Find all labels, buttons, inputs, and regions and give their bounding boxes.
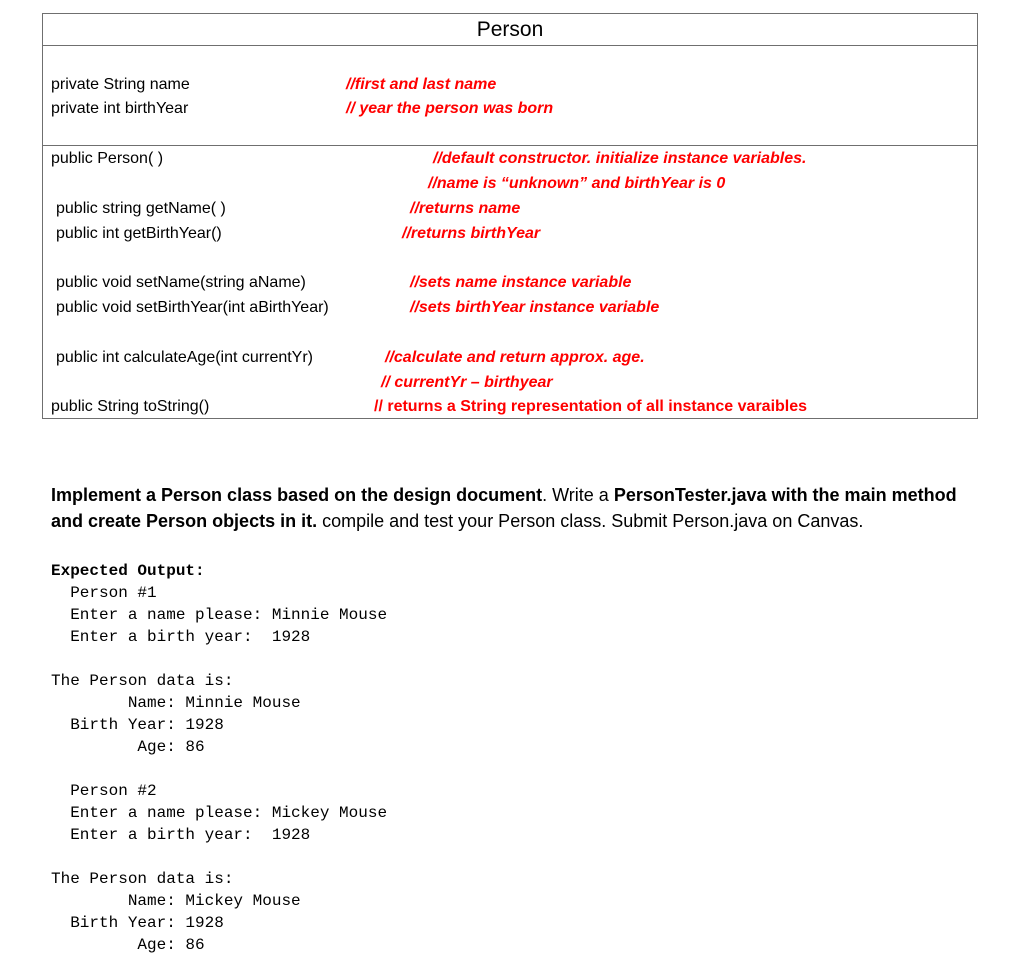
method-setname-signature: public void setName(string aName) [56,274,306,291]
class-name: Person [43,14,977,46]
field-birthyear-comment: // year the person was born [346,100,554,117]
method-constructor-comment-2: //name is “unknown” and birthYear is 0 [428,175,726,192]
output-line: The Person data is: [51,870,234,888]
output-line: Birth Year: 1928 [51,914,224,932]
field-name-comment: //first and last name [346,76,497,93]
instructions-bold-2: PersonTester.java with the main method and create Person objects in it. [51,485,957,531]
output-line: Birth Year: 1928 [51,716,224,734]
method-getbirthyear-comment: //returns birthYear [402,225,541,242]
output-line: Age: 86 [51,738,205,756]
output-line: Name: Minnie Mouse [51,694,301,712]
assignment-instructions [51,482,961,534]
method-calculateage-signature: public int calculateAge(int currentYr) [56,349,314,366]
instructions-plain-1: . Write a [542,485,614,505]
method-setbirthyear-comment: //sets birthYear instance variable [410,299,660,316]
instructions-bold-1: Implement a Person class based on the design document [51,485,543,505]
field-birthyear-signature: private int birthYear [51,100,189,117]
method-constructor-comment-1: //default constructor. initialize instance variables. [433,150,807,167]
expected-output-heading: Expected Output: [51,562,205,580]
uml-class-diagram [42,13,978,419]
method-setbirthyear-signature: public void setBirthYear(int aBirthYear) [56,299,329,316]
output-line: Age: 86 [51,936,205,954]
output-line: Enter a name please: Minnie Mouse [51,606,388,624]
instructions-plain-2: compile and test your Person class. Submit Person.java on Canvas. [317,511,864,531]
method-getname-signature: public string getName( ) [56,200,226,217]
field-name-signature: private String name [51,76,190,93]
fields-methods-divider [43,145,977,146]
output-line: Name: Mickey Mouse [51,892,301,910]
output-line: Enter a birth year: 1928 [51,826,311,844]
output-line: Enter a name please: Mickey Mouse [51,804,388,822]
method-tostring-comment: // returns a String representation of all instance varaibles [374,398,808,415]
method-tostring-signature: public String toString() [51,398,210,415]
method-getbirthyear-signature: public int getBirthYear() [56,225,222,242]
method-constructor-signature: public Person( ) [51,150,164,167]
output-line: Person #2 [51,782,157,800]
method-getname-comment: //returns name [410,200,521,217]
output-line: The Person data is: [51,672,234,690]
method-calculateage-comment-1: //calculate and return approx. age. [385,349,645,366]
output-line: Person #1 [51,584,157,602]
method-setname-comment: //sets name instance variable [410,274,632,291]
output-line: Enter a birth year: 1928 [51,628,311,646]
method-calculateage-comment-2: // currentYr – birthyear [381,374,553,391]
